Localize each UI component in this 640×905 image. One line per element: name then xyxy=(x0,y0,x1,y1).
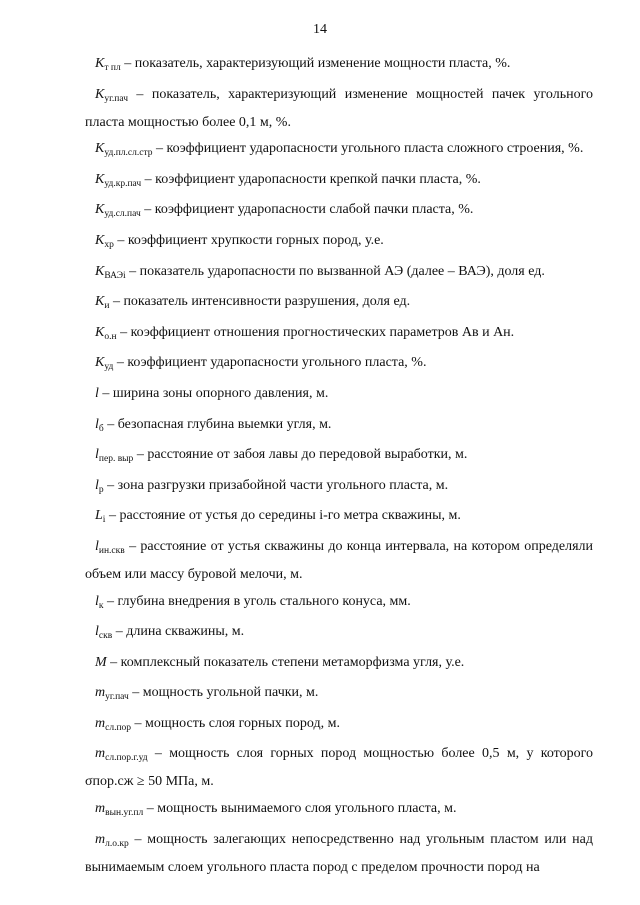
definition: – безопасная глубина выемки угля, м. xyxy=(103,416,332,432)
definition: – глубина внедрения в уголь стального конуса, мм. xyxy=(103,593,411,609)
subscript: т пл xyxy=(104,63,121,73)
subscript: уд.сл.пач xyxy=(104,209,141,220)
list-item xyxy=(85,651,593,679)
subscript: сл.пор xyxy=(105,722,132,733)
list-item xyxy=(85,474,593,502)
definition: – зона разгрузки призабойной части угольного пласта, м. xyxy=(103,477,449,493)
symbol: L xyxy=(95,508,103,524)
list-item xyxy=(85,443,593,471)
subscript: б xyxy=(98,423,104,434)
list-item xyxy=(85,168,593,196)
symbol: K xyxy=(95,56,105,71)
subscript: ин.скв xyxy=(98,545,125,556)
list-item xyxy=(85,590,593,618)
definition: – мощность угольной пачки, м. xyxy=(128,685,319,701)
symbol: l xyxy=(95,416,99,432)
symbol: l xyxy=(95,538,99,554)
subscript: уд.пл.сл.стр xyxy=(104,148,153,159)
symbol: K xyxy=(95,202,105,218)
symbol: l xyxy=(95,385,99,401)
symbol: K xyxy=(95,263,105,279)
list-item xyxy=(85,413,593,441)
symbol: K xyxy=(95,294,105,310)
definition: – коэффициент отношения прогностических параметров Aв и Aн. xyxy=(116,324,515,340)
definition: – расстояние от забоя лавы до передовой выработки, м. xyxy=(133,447,468,463)
symbol: l xyxy=(95,624,99,640)
subscript: сл.пор.г.уд xyxy=(105,753,148,764)
list-item xyxy=(85,535,593,587)
symbol: m xyxy=(95,685,106,701)
list-item xyxy=(85,681,593,709)
list-item xyxy=(85,260,593,288)
symbol: K xyxy=(95,324,105,340)
list-item xyxy=(85,828,593,880)
definition: – коэффициент хрупкости горных пород, у.е. xyxy=(113,232,384,248)
symbol: l xyxy=(95,477,99,493)
definition: – показатель ударопасности по вызванной АЭ (далее – ВАЭ), доля ед. xyxy=(125,263,545,279)
subscript: и xyxy=(104,301,110,312)
list-item xyxy=(85,351,593,379)
definition: – коэффициент ударопасности угольного пласта сложного строения, %. xyxy=(152,141,584,157)
definition: – коэффициент ударопасности слабой пачки пласта, %. xyxy=(140,202,474,218)
list-item xyxy=(85,198,593,226)
definition: – мощность залегающих непосредственно над угольным пластом или над вынимаемым слоем угольного пласта пород с пределом прочности пород на xyxy=(85,831,593,875)
list-item xyxy=(85,52,593,80)
symbol: K xyxy=(95,355,105,371)
subscript: уг.пач xyxy=(104,93,128,104)
symbol: K xyxy=(95,232,105,248)
list-item xyxy=(85,321,593,349)
definition: – расстояние от устья скважины до конца интервала, на котором определяли объем или массу буровой мелочи, м. xyxy=(85,538,593,582)
list-item xyxy=(85,83,593,135)
subscript: р xyxy=(98,484,104,495)
subscript: пер. выр xyxy=(98,454,134,465)
page-number: 14 xyxy=(313,22,327,37)
symbol: l xyxy=(95,447,99,463)
definition: – коэффициент ударопасности крепкой пачки пласта, %. xyxy=(141,171,481,187)
list-item xyxy=(85,797,593,825)
list-item xyxy=(85,137,593,165)
symbol: K xyxy=(95,86,105,102)
symbol: K xyxy=(95,141,105,157)
definition: – коэффициент ударопасности угольного пласта, %. xyxy=(113,355,427,371)
definition: – расстояние от устья до середины i-го метра скважины, м. xyxy=(105,508,461,524)
list-item xyxy=(85,382,593,410)
definition: – мощность слоя горных пород мощностью более 0,5 м, у которого σпор.сж ≥ 50 МПа, м. xyxy=(85,746,593,790)
list-item xyxy=(85,712,593,740)
definition: – мощность слоя горных пород, м. xyxy=(131,715,340,731)
definition: – мощность вынимаемого слоя угольного пласта, м. xyxy=(143,801,457,817)
subscript: к xyxy=(98,600,104,611)
symbol: l xyxy=(95,593,99,609)
definition: – показатель, характеризующий изменение мощности пласта, %. xyxy=(120,56,511,71)
symbol-list xyxy=(85,52,593,882)
symbol: m xyxy=(95,801,106,817)
symbol: m xyxy=(95,715,106,731)
definition: – комплексный показатель степени метаморфизма угля, у.е. xyxy=(106,654,465,670)
definition: – показатель, характеризующий изменение мощностей пачек угольного пласта мощностью более 0,1 м, %. xyxy=(85,86,593,130)
subscript: ВАЭi xyxy=(104,270,126,281)
subscript: л.о.кр xyxy=(105,838,129,849)
list-item xyxy=(85,229,593,257)
definition: – длина скважины, м. xyxy=(112,624,245,640)
subscript: уд xyxy=(104,362,114,373)
subscript: i xyxy=(102,515,106,526)
subscript: уд.кр.пач xyxy=(104,178,142,189)
subscript: хр xyxy=(104,239,114,250)
list-item xyxy=(85,620,593,648)
symbol: M xyxy=(95,654,107,670)
subscript: уг.пач xyxy=(105,692,129,703)
symbol: K xyxy=(95,171,105,187)
list-item xyxy=(85,290,593,318)
symbol: m xyxy=(95,831,106,847)
definition: – показатель интенсивности разрушения, доля ед. xyxy=(109,294,411,310)
symbol: m xyxy=(95,746,106,762)
list-item xyxy=(85,504,593,532)
definition: – ширина зоны опорного давления, м. xyxy=(98,385,329,401)
list-item xyxy=(85,742,593,794)
subscript: о.н xyxy=(104,331,117,342)
subscript: скв xyxy=(98,631,113,642)
subscript: вын.уг.пл xyxy=(105,808,144,819)
